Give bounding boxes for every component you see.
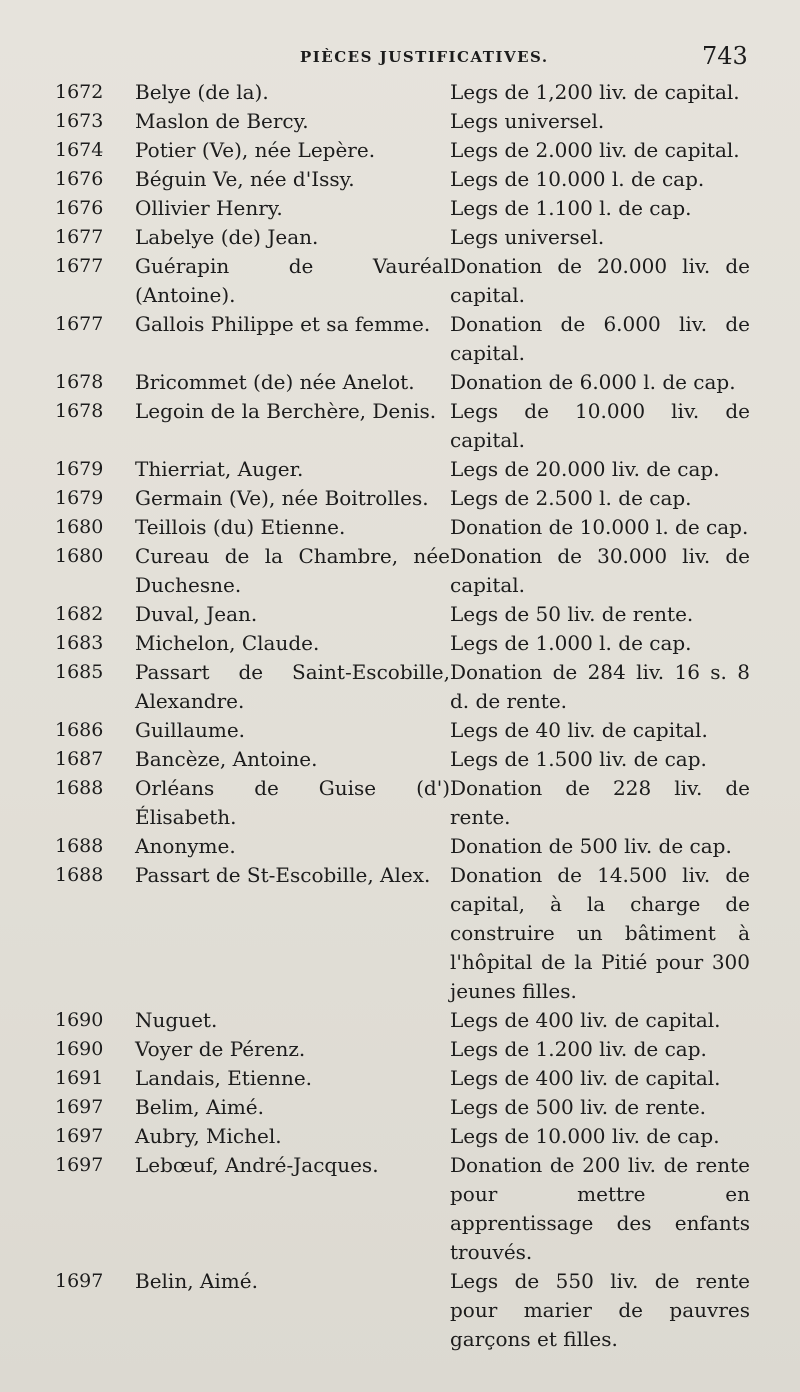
entry-year: 1676 [55, 168, 104, 190]
entry-gift: Donation de 200 liv. de rente pour mettre en apprentissage des enfants trouvés. [450, 1153, 750, 1264]
entry-gift: Legs de 2.500 l. de cap. [450, 486, 692, 510]
entry-row [0, 1035, 800, 1064]
entries-list [0, 78, 800, 1354]
entry-year: 1697 [55, 1125, 104, 1147]
entry-gift: Legs de 1.200 liv. de cap. [450, 1037, 707, 1061]
entry-year: 1679 [55, 458, 104, 480]
entry-row [0, 513, 800, 542]
entry-row [0, 1093, 800, 1122]
entry-year: 1688 [55, 835, 104, 857]
entry-name: Anonyme. [135, 834, 236, 858]
entry-year: 1697 [55, 1270, 104, 1292]
entry-year: 1672 [55, 81, 104, 103]
entry-year: 1679 [55, 487, 104, 509]
entry-gift: Donation de 14.500 liv. de capital, à la charge de construire un bâtiment à l'hôpital de la Pitié pour 300 jeunes filles. [450, 863, 750, 1003]
entry-gift: Legs de 1,200 liv. de capital. [450, 80, 740, 104]
entry-name: Potier (Ve), née Lepère. [135, 138, 376, 162]
entry-year: 1688 [55, 777, 104, 799]
entry-year: 1688 [55, 864, 104, 886]
entry-row [0, 1006, 800, 1035]
entry-row [0, 136, 800, 165]
entry-year: 1680 [55, 545, 104, 567]
entry-gift: Legs universel. [450, 109, 605, 133]
entry-row [0, 1122, 800, 1151]
entry-gift: Donation de 10.000 l. de cap. [450, 515, 749, 539]
entry-year: 1677 [55, 226, 104, 248]
entry-gift: Legs de 50 liv. de rente. [450, 602, 694, 626]
entry-year: 1674 [55, 139, 104, 161]
entry-name: Landais, Etienne. [135, 1066, 313, 1090]
entry-gift: Legs de 400 liv. de capital. [450, 1066, 721, 1090]
entry-row [0, 165, 800, 194]
entry-gift: Legs de 400 liv. de capital. [450, 1008, 721, 1032]
entry-name: Voyer de Pérenz. [135, 1037, 306, 1061]
entry-name: Legoin de la Berchère, Denis. [135, 399, 437, 423]
entry-row [0, 658, 800, 716]
entry-name: Michelon, Claude. [135, 631, 320, 655]
entry-name: Guérapin de Vauréal (Antoine). [135, 254, 450, 307]
entry-gift: Legs de 1.000 l. de cap. [450, 631, 692, 655]
entry-name: Belye (de la). [135, 80, 269, 104]
entry-row [0, 774, 800, 832]
entry-year: 1690 [55, 1009, 104, 1031]
entry-gift: Legs de 550 liv. de rente pour marier de pauvres garçons et filles. [450, 1269, 750, 1351]
entry-gift: Legs de 10.000 liv. de capital. [450, 399, 750, 452]
entry-year: 1677 [55, 255, 104, 277]
entry-name: Belin, Aimé. [135, 1269, 258, 1293]
running-title: PIÈCES JUSTIFICATIVES. [300, 48, 549, 66]
entry-name: Passart de St-Escobille, Alex. [135, 863, 431, 887]
entry-name: Nuguet. [135, 1008, 218, 1032]
entry-row [0, 1064, 800, 1093]
entry-year: 1677 [55, 313, 104, 335]
entry-gift: Legs de 20.000 liv. de cap. [450, 457, 720, 481]
entry-row [0, 455, 800, 484]
entry-row [0, 484, 800, 513]
entry-name: Bancèze, Antoine. [135, 747, 318, 771]
entry-name: Ollivier Henry. [135, 196, 283, 220]
entry-gift: Donation de 6.000 liv. de capital. [450, 312, 750, 365]
entry-name: Duval, Jean. [135, 602, 258, 626]
entry-name: Thierriat, Auger. [135, 457, 304, 481]
entry-row [0, 832, 800, 861]
entry-gift: Donation de 500 liv. de cap. [450, 834, 732, 858]
entry-row [0, 368, 800, 397]
entry-gift: Donation de 30.000 liv. de capital. [450, 544, 750, 597]
entry-year: 1678 [55, 400, 104, 422]
entry-gift: Donation de 284 liv. 16 s. 8 d. de rente. [450, 660, 750, 713]
entry-name: Cureau de la Chambre, née Duchesne. [135, 544, 450, 597]
page-header [0, 40, 800, 74]
entry-row [0, 1151, 800, 1267]
page-number: 743 [702, 42, 748, 70]
entry-name: Labelye (de) Jean. [135, 225, 319, 249]
entry-year: 1690 [55, 1038, 104, 1060]
entry-year: 1683 [55, 632, 104, 654]
entry-year: 1691 [55, 1067, 104, 1089]
entry-row [0, 194, 800, 223]
entry-row [0, 252, 800, 310]
entry-name: Passart de Saint-Escobille, Alexandre. [135, 660, 450, 713]
entry-gift: Legs de 40 liv. de capital. [450, 718, 708, 742]
entry-name: Orléans de Guise (d') Élisabeth. [135, 776, 450, 829]
entry-row [0, 600, 800, 629]
entry-gift: Legs de 10.000 liv. de cap. [450, 1124, 720, 1148]
entry-row [0, 745, 800, 774]
entry-gift: Donation de 6.000 l. de cap. [450, 370, 736, 394]
entry-row [0, 107, 800, 136]
entry-gift: Legs de 500 liv. de rente. [450, 1095, 707, 1119]
entry-name: Germain (Ve), née Boitrolles. [135, 486, 429, 510]
entry-name: Aubry, Michel. [135, 1124, 282, 1148]
entry-name: Guillaume. [135, 718, 246, 742]
entry-row [0, 629, 800, 658]
entry-name: Belim, Aimé. [135, 1095, 265, 1119]
entry-gift: Donation de 228 liv. de rente. [450, 776, 750, 829]
entry-year: 1687 [55, 748, 104, 770]
entry-row [0, 223, 800, 252]
entry-name: Bricommet (de) née Anelot. [135, 370, 415, 394]
entry-year: 1697 [55, 1096, 104, 1118]
entry-row [0, 861, 800, 1006]
entry-name: Lebœuf, André-Jacques. [135, 1153, 379, 1177]
entry-year: 1697 [55, 1154, 104, 1176]
entry-name: Gallois Philippe et sa femme. [135, 312, 431, 336]
entry-gift: Legs universel. [450, 225, 605, 249]
entry-year: 1680 [55, 516, 104, 538]
entry-year: 1678 [55, 371, 104, 393]
entry-name: Béguin Ve, née d'Issy. [135, 167, 355, 191]
entry-year: 1676 [55, 197, 104, 219]
entry-row [0, 310, 800, 368]
entry-gift: Legs de 10.000 l. de cap. [450, 167, 705, 191]
entry-year: 1685 [55, 661, 104, 683]
entry-gift: Legs de 1.500 liv. de cap. [450, 747, 707, 771]
entry-row [0, 397, 800, 455]
entry-row [0, 1267, 800, 1354]
entry-year: 1673 [55, 110, 104, 132]
entry-year: 1682 [55, 603, 104, 625]
entry-gift: Legs de 1.100 l. de cap. [450, 196, 692, 220]
entry-name: Teillois (du) Etienne. [135, 515, 346, 539]
entry-row [0, 716, 800, 745]
entry-gift: Donation de 20.000 liv. de capital. [450, 254, 750, 307]
entry-gift: Legs de 2.000 liv. de capital. [450, 138, 740, 162]
entry-row [0, 78, 800, 107]
entry-name: Maslon de Bercy. [135, 109, 309, 133]
entry-year: 1686 [55, 719, 104, 741]
entry-row [0, 542, 800, 600]
